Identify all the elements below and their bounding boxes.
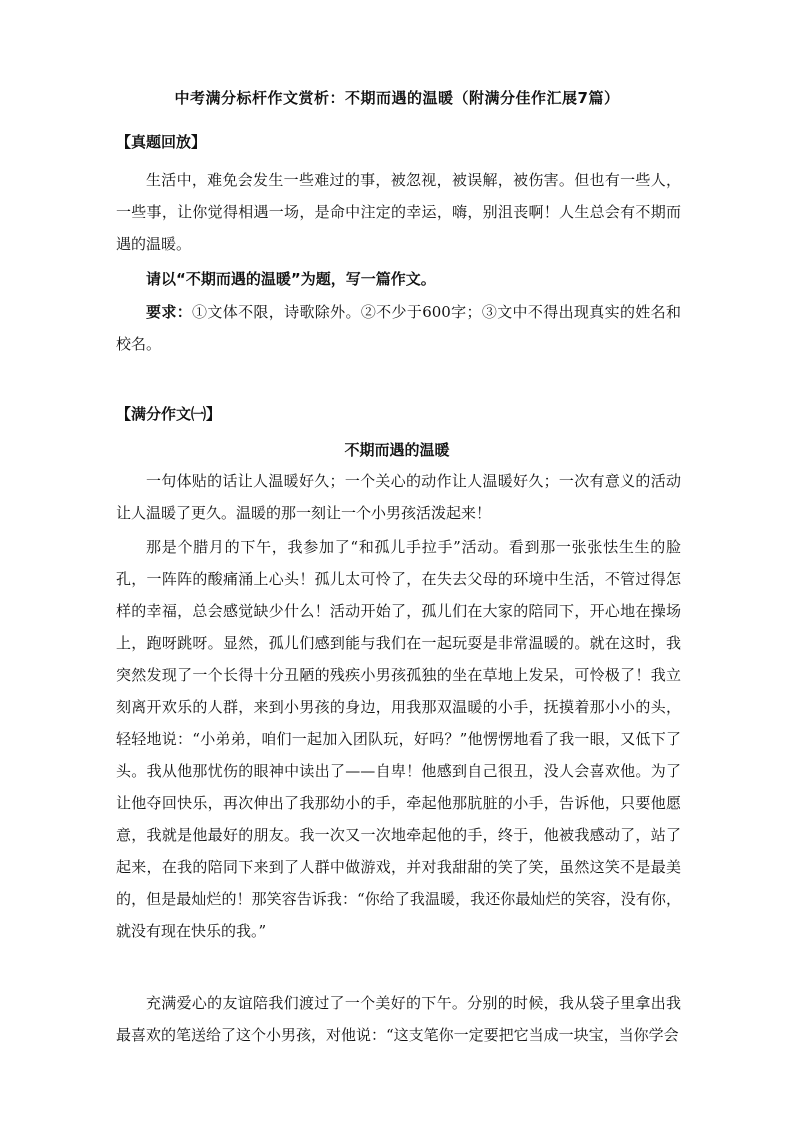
essay-title: 不期而遇的温暖 bbox=[344, 441, 450, 459]
essay-paragraph-2: 那是个腊月的下午，我参加了“和孤儿手拉手”活动。看到那一张张怯生生的脸孔，一阵阵的酸痛涌上心头！孤儿太可怜了，在失去父母的环境中生活，不管过得怎样的幸福，总会感觉缺少什么！活动开始了，孤儿们在大家的陪同下，开心地在操场上，跑呀跳呀。显然，孤儿们感到能与我们在一起玩耍是非常温暖的。就在这时，我突然发现了一个长得十分丑陋的残疾小男孩孤独的坐在草地上发呆，可怜极了！我立刻离开欢乐的人群，来到小男孩的身边，用我那双温暖的小手，抚摸着那小小的头，轻轻地说：“小弟弟，咱们一起加入团队玩，好吗？”他愣愣地看了我一眼，又低下了头。我从他那忧伤的眼神中读出了——自卑！他感到自己很丑，没人会喜欢他。为了让他夺回快乐，再次伸出了我那幼小的手，牵起他那肮脏的小手，告诉他，只要他愿意，我就是他最好的朋友。我一次又一次地牵起他的手，终于，他被我感动了，站了起来，在我的陪同下来到了人群中做游戏，并对我甜甜的笑了笑，虽然这笑不是最美的，但是最灿烂的！那笑容告诉我：“你给了我温暖，我还你最灿烂的笑容，没有你，就没有现在快乐的我。” bbox=[116, 538, 681, 940]
section-heading-prompt: 【真题回放】 bbox=[116, 133, 207, 151]
requirements-label: 要求： bbox=[146, 303, 193, 321]
essay-paragraph-1: 一句体贴的话让人温暖好久；一个关心的动作让人温暖好久；一次有意义的活动让人温暖了更久。温暖的那一刻让一个小男孩活泼起来！ bbox=[116, 472, 681, 522]
requirements-paragraph bbox=[116, 296, 681, 360]
page-title: 中考满分标杆作文赏析：不期而遇的温暖（附满分佳作汇展7篇） bbox=[174, 89, 620, 107]
requirements-text: ①文体不限，诗歌除外。②不少于600字；③文中不得出现真实的姓名和校名。 bbox=[116, 303, 681, 353]
prompt-paragraph: 生活中，难免会发生一些难过的事，被忽视，被误解，被伤害。但也有一些人，一些事，让你觉得相遇一场，是命中注定的幸运，嗨，别沮丧啊！人生总会有不期而遇的温暖。 bbox=[116, 171, 681, 253]
prompt-task: 请以“不期而遇的温暖”为题，写一篇作文。 bbox=[146, 270, 436, 288]
essay-paragraph-3: 充满爱心的友谊陪我们渡过了一个美好的下午。分别的时候，我从袋子里拿出我最喜欢的笔送给了这个小男孩，对他说：“这支笔你一定要把它当成一块宝，当你学会 bbox=[116, 994, 681, 1044]
section-heading-essay: 【满分作文㈠】 bbox=[116, 405, 222, 423]
